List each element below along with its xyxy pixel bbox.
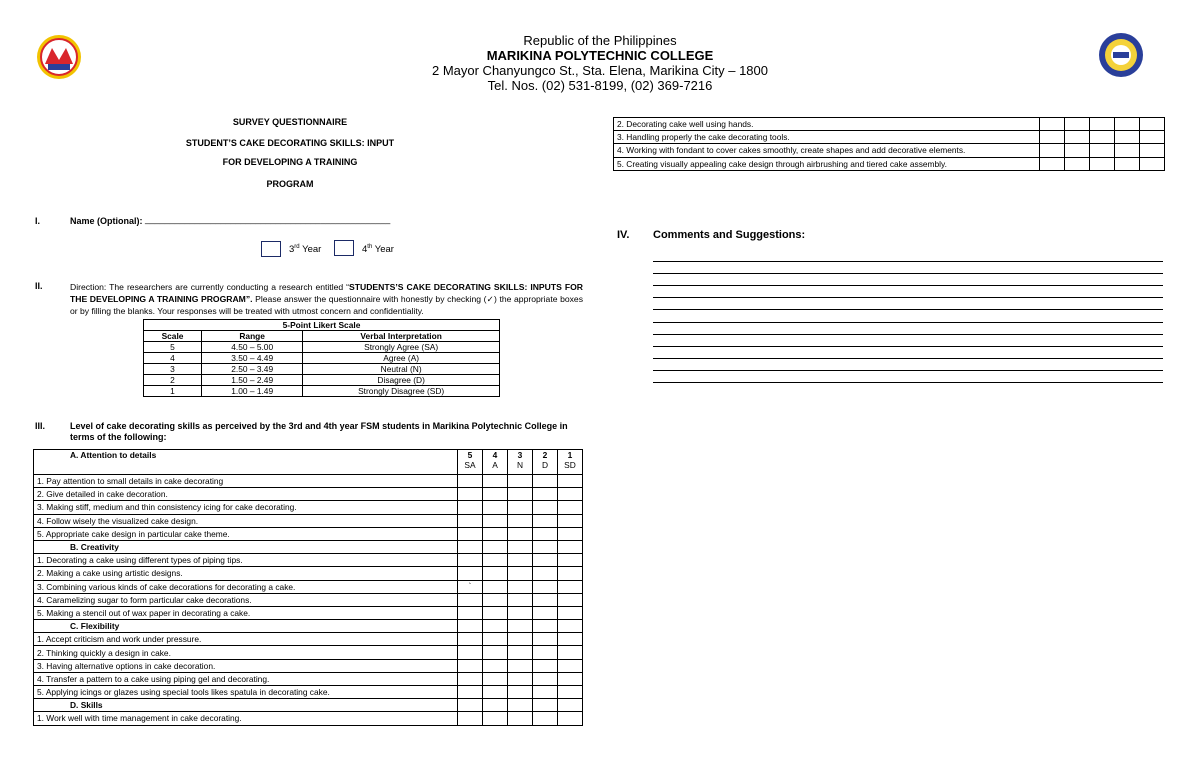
likert-scale-cell: 4 <box>144 353 202 364</box>
category-blank-cell <box>558 699 583 712</box>
rating-checkbox[interactable] <box>1090 157 1115 170</box>
rating-checkbox[interactable] <box>558 475 583 488</box>
comment-line[interactable] <box>653 297 1163 298</box>
rating-checkbox[interactable] <box>508 606 533 619</box>
likert-scale-cell: 5 <box>144 342 202 353</box>
rating-checkbox[interactable] <box>533 686 558 699</box>
skill-row-attention <box>34 514 583 527</box>
rating-checkbox[interactable] <box>1040 131 1065 144</box>
rating-checkbox[interactable] <box>533 580 558 593</box>
likert-interpretation-cell: Agree (A) <box>303 353 500 364</box>
stray-mark: ` <box>468 581 472 591</box>
rating-checkbox[interactable] <box>483 659 508 672</box>
comment-line[interactable] <box>653 370 1163 371</box>
category-row <box>34 699 583 712</box>
rating-checkbox[interactable] <box>558 686 583 699</box>
rating-checkbox[interactable] <box>483 712 508 725</box>
rating-checkbox[interactable] <box>558 672 583 685</box>
rating-checkbox[interactable] <box>558 554 583 567</box>
item-text: 5. Creating visually appealing cake design through airbrushing and tiered cake assembly. <box>614 157 1040 170</box>
rating-checkbox[interactable] <box>1115 157 1140 170</box>
item-text: 2. Thinking quickly a design in cake. <box>34 646 458 659</box>
rating-checkbox[interactable] <box>533 527 558 540</box>
rating-checkbox[interactable] <box>458 554 483 567</box>
rating-checkbox[interactable] <box>1090 118 1115 131</box>
rating-checkbox[interactable] <box>483 475 508 488</box>
comment-line[interactable] <box>653 346 1163 347</box>
rating-checkbox[interactable] <box>458 593 483 606</box>
rating-checkbox[interactable] <box>558 659 583 672</box>
comment-line[interactable] <box>653 334 1163 335</box>
skill-row-creativity <box>34 554 583 567</box>
rating-checkbox[interactable] <box>508 672 533 685</box>
likert-range-cell: 3.50 – 4.49 <box>202 353 303 364</box>
category-d-header: D. Skills <box>34 699 458 712</box>
category-blank-cell <box>558 620 583 633</box>
rating-checkbox[interactable] <box>483 593 508 606</box>
rating-checkbox[interactable] <box>483 514 508 527</box>
comment-line[interactable] <box>653 358 1163 359</box>
rating-checkbox[interactable] <box>458 686 483 699</box>
section-2-number: II. <box>35 281 43 291</box>
skills-rating-table-continued <box>613 117 1165 171</box>
rating-checkbox[interactable] <box>533 514 558 527</box>
section-3-text-line2: terms of the following: <box>70 432 167 442</box>
rating-checkbox[interactable] <box>533 593 558 606</box>
skill-row-creativity <box>34 567 583 580</box>
rating-checkbox[interactable] <box>1040 118 1065 131</box>
rating-checkbox[interactable] <box>1065 144 1090 157</box>
rating-checkbox[interactable] <box>558 567 583 580</box>
score-header-2: 2 D <box>533 450 558 475</box>
likert-row <box>144 342 500 353</box>
rating-checkbox[interactable] <box>533 501 558 514</box>
header-republic: Republic of the Philippines <box>523 33 677 48</box>
category-row <box>34 540 583 553</box>
skill-row-creativity <box>34 580 583 593</box>
rating-checkbox[interactable] <box>1140 118 1165 131</box>
rating-checkbox[interactable] <box>508 686 533 699</box>
rating-checkbox[interactable] <box>508 514 533 527</box>
item-text: 4. Working with fondant to cover cakes smoothly, create shapes and add decorative elements. <box>614 144 1040 157</box>
comment-line[interactable] <box>653 285 1163 286</box>
section-4-number: IV. <box>617 229 630 241</box>
rating-checkbox[interactable] <box>533 646 558 659</box>
item-text: 5. Making a stencil out of wax paper in decorating a cake. <box>34 606 458 619</box>
comment-line[interactable] <box>653 261 1163 262</box>
survey-subtitle-line1: STUDENT’S CAKE DECORATING SKILLS: INPUT <box>185 138 395 148</box>
rating-checkbox[interactable] <box>1140 157 1165 170</box>
category-c-header: C. Flexibility <box>34 620 458 633</box>
rating-checkbox[interactable] <box>483 646 508 659</box>
likert-row <box>144 364 500 375</box>
likert-interpretation-cell: Neutral (N) <box>303 364 500 375</box>
rating-checkbox[interactable] <box>1090 144 1115 157</box>
header-telephone: Tel. Nos. (02) 531-8199, (02) 369-7216 <box>487 78 713 93</box>
rating-checkbox[interactable] <box>458 567 483 580</box>
rating-checkbox[interactable] <box>508 646 533 659</box>
rating-checkbox[interactable] <box>508 712 533 725</box>
rating-checkbox[interactable] <box>483 672 508 685</box>
item-text: 3. Combining various kinds of cake decorations for decorating a cake. <box>34 580 458 593</box>
skill-row-skills-continued <box>614 144 1165 157</box>
rating-checkbox[interactable] <box>1140 144 1165 157</box>
rating-checkbox[interactable] <box>458 633 483 646</box>
rating-checkbox[interactable] <box>458 527 483 540</box>
likert-header-scale: Scale <box>144 331 202 342</box>
category-row <box>34 620 583 633</box>
rating-checkbox[interactable] <box>558 580 583 593</box>
category-blank-cell <box>533 540 558 553</box>
skill-row-attention <box>34 488 583 501</box>
likert-range-cell: 2.50 – 3.49 <box>202 364 303 375</box>
rating-checkbox[interactable] <box>533 659 558 672</box>
item-text: 4. Caramelizing sugar to form particular cake decorations. <box>34 593 458 606</box>
rating-checkbox[interactable] <box>558 501 583 514</box>
rating-checkbox[interactable] <box>533 633 558 646</box>
rating-checkbox[interactable] <box>533 606 558 619</box>
category-blank-cell <box>458 620 483 633</box>
rating-checkbox[interactable] <box>508 501 533 514</box>
comments-title: Comments and Suggestions: <box>653 229 806 241</box>
rating-checkbox[interactable] <box>558 527 583 540</box>
section-1-number: I. <box>35 216 41 226</box>
rating-checkbox[interactable] <box>458 514 483 527</box>
rating-checkbox[interactable] <box>558 646 583 659</box>
skill-row-flexibility <box>34 646 583 659</box>
rating-checkbox[interactable] <box>458 501 483 514</box>
rating-checkbox[interactable] <box>558 514 583 527</box>
category-blank-cell <box>508 540 533 553</box>
skill-row-attention <box>34 527 583 540</box>
fourth-year-checkbox[interactable] <box>334 240 354 256</box>
likert-range-cell: 1.50 – 2.49 <box>202 375 303 386</box>
direction-paragraph: Direction: The researchers are currently conducting a research entitled “STUDENTS’S CAKE DECORATING SKILLS: INPUTS FOR THE DEVELOPING A TRAINING PROGRAM”. Please answer the questionnaire with honestly by checking (✓) the appropriate boxes or by filling the blanks. Your responses will be treated with utmost concern and confidentiality. <box>70 282 583 316</box>
rating-checkbox[interactable] <box>1115 144 1140 157</box>
skill-row-flexibility <box>34 659 583 672</box>
rating-checkbox[interactable] <box>508 633 533 646</box>
likert-row <box>144 386 500 397</box>
category-a-header: A. Attention to details <box>34 450 458 475</box>
skill-row-skills-continued <box>614 131 1165 144</box>
header-college-name: MARIKINA POLYTECHNIC COLLEGE <box>486 48 714 63</box>
item-text: 5. Appropriate cake design in particular cake theme. <box>34 527 458 540</box>
section-3-number: III. <box>35 421 46 431</box>
rating-checkbox[interactable] <box>533 567 558 580</box>
likert-scale-table <box>143 319 500 397</box>
rating-checkbox[interactable] <box>458 659 483 672</box>
rating-checkbox[interactable] <box>1115 118 1140 131</box>
name-label: Name (Optional): <box>70 216 143 226</box>
third-year-label: 3rd Year <box>289 244 322 256</box>
rating-checkbox[interactable] <box>533 554 558 567</box>
rating-checkbox[interactable] <box>558 593 583 606</box>
name-input-line[interactable]: _________________________________________________ <box>145 214 391 224</box>
likert-title: 5-Point Likert Scale <box>144 320 500 331</box>
category-blank-cell <box>458 699 483 712</box>
rating-checkbox[interactable] <box>458 646 483 659</box>
skill-row-skills-continued <box>614 118 1165 131</box>
rating-checkbox[interactable] <box>458 475 483 488</box>
rating-checkbox[interactable] <box>483 527 508 540</box>
item-text: 2. Give detailed in cake decoration. <box>34 488 458 501</box>
item-text: 2. Decorating cake well using hands. <box>614 118 1040 131</box>
likert-interpretation-cell: Disagree (D) <box>303 375 500 386</box>
skill-row-flexibility <box>34 686 583 699</box>
likert-scale-cell: 3 <box>144 364 202 375</box>
rating-checkbox[interactable] <box>1115 131 1140 144</box>
category-b-header: B. Creativity <box>34 540 458 553</box>
section-3-text-line1: Level of cake decorating skills as perceived by the 3rd and 4th year FSM students in Marikina Polytechnic College in <box>70 421 568 431</box>
comment-line[interactable] <box>653 322 1163 323</box>
rating-checkbox[interactable] <box>1140 131 1165 144</box>
likert-row <box>144 353 500 364</box>
skill-row-creativity <box>34 606 583 619</box>
fourth-year-label: 4th Year <box>362 244 394 256</box>
category-blank-cell <box>508 699 533 712</box>
item-text: 1. Decorating a cake using different types of piping tips. <box>34 554 458 567</box>
skill-row-skills-continued <box>614 157 1165 170</box>
score-header-3: 3 N <box>508 450 533 475</box>
rating-checkbox[interactable] <box>508 488 533 501</box>
rating-checkbox[interactable] <box>533 672 558 685</box>
skills-rating-table <box>33 449 583 726</box>
rating-checkbox[interactable] <box>558 488 583 501</box>
score-header-1: 1 SD <box>558 450 583 475</box>
rating-checkbox[interactable] <box>458 606 483 619</box>
skill-row-flexibility <box>34 672 583 685</box>
rating-checkbox[interactable] <box>533 488 558 501</box>
likert-scale-cell: 1 <box>144 386 202 397</box>
likert-range-cell: 4.50 – 5.00 <box>202 342 303 353</box>
rating-checkbox[interactable] <box>508 554 533 567</box>
category-blank-cell <box>483 620 508 633</box>
rating-checkbox[interactable] <box>558 633 583 646</box>
category-blank-cell <box>533 699 558 712</box>
survey-subtitle-line2: FOR DEVELOPING A TRAINING <box>222 157 358 167</box>
score-header-5: 5 SA <box>458 450 483 475</box>
rating-checkbox[interactable] <box>558 606 583 619</box>
comment-line[interactable] <box>653 273 1163 274</box>
comment-line[interactable] <box>653 309 1163 310</box>
rating-checkbox[interactable] <box>483 686 508 699</box>
rating-checkbox[interactable] <box>1065 131 1090 144</box>
rating-checkbox[interactable] <box>508 593 533 606</box>
item-text: 1. Pay attention to small details in cake decorating <box>34 475 458 488</box>
category-blank-cell <box>483 540 508 553</box>
survey-title: SURVEY QUESTIONNAIRE <box>232 117 348 127</box>
rating-checkbox[interactable] <box>483 554 508 567</box>
item-text: 3. Making stiff, medium and thin consistency icing for cake decorating. <box>34 501 458 514</box>
rating-checkbox[interactable] <box>508 527 533 540</box>
item-text: 1. Work well with time management in cake decorating. <box>34 712 458 725</box>
likert-interpretation-cell: Strongly Disagree (SD) <box>303 386 500 397</box>
skill-row-creativity <box>34 593 583 606</box>
category-blank-cell <box>558 540 583 553</box>
rating-checkbox[interactable] <box>508 580 533 593</box>
rating-checkbox[interactable] <box>458 488 483 501</box>
rating-checkbox[interactable] <box>1040 157 1065 170</box>
rating-checkbox[interactable] <box>483 567 508 580</box>
item-text: 1. Accept criticism and work under pressure. <box>34 633 458 646</box>
category-blank-cell <box>508 620 533 633</box>
rating-checkbox[interactable] <box>1090 131 1115 144</box>
likert-header-interpretation: Verbal Interpretation <box>303 331 500 342</box>
likert-interpretation-cell: Strongly Agree (SA) <box>303 342 500 353</box>
category-blank-cell <box>533 620 558 633</box>
item-text: 3. Having alternative options in cake decoration. <box>34 659 458 672</box>
rating-checkbox[interactable] <box>508 475 533 488</box>
rating-checkbox[interactable] <box>1065 157 1090 170</box>
rating-checkbox[interactable] <box>483 488 508 501</box>
category-blank-cell <box>483 699 508 712</box>
rating-checkbox[interactable] <box>533 475 558 488</box>
header-address: 2 Mayor Chanyungco St., Sta. Elena, Marikina City – 1800 <box>431 63 768 78</box>
item-text: 5. Applying icings or glazes using special tools likes spatula in decorating cake. <box>34 686 458 699</box>
category-blank-cell <box>458 540 483 553</box>
likert-range-cell: 1.00 – 1.49 <box>202 386 303 397</box>
rating-checkbox[interactable] <box>483 606 508 619</box>
survey-subtitle-line3: PROGRAM <box>266 179 314 189</box>
rating-checkbox[interactable] <box>458 580 483 593</box>
item-text: 4. Follow wisely the visualized cake design. <box>34 514 458 527</box>
item-text: 3. Handling properly the cake decorating tools. <box>614 131 1040 144</box>
item-text: 4. Transfer a pattern to a cake using piping gel and decorating. <box>34 672 458 685</box>
rating-checkbox[interactable] <box>533 712 558 725</box>
rating-checkbox[interactable] <box>508 567 533 580</box>
rating-checkbox[interactable] <box>558 712 583 725</box>
score-header-4: 4 A <box>483 450 508 475</box>
skill-row-attention <box>34 475 583 488</box>
likert-row <box>144 375 500 386</box>
skill-row-skills <box>34 712 583 725</box>
rating-checkbox[interactable] <box>483 633 508 646</box>
rating-checkbox[interactable] <box>1065 118 1090 131</box>
rating-checkbox[interactable] <box>483 580 508 593</box>
rating-checkbox[interactable] <box>508 659 533 672</box>
skill-row-attention <box>34 501 583 514</box>
third-year-checkbox[interactable] <box>261 241 281 257</box>
rating-checkbox[interactable] <box>458 672 483 685</box>
likert-scale-cell: 2 <box>144 375 202 386</box>
rating-checkbox[interactable] <box>458 712 483 725</box>
comment-line[interactable] <box>653 382 1163 383</box>
skill-row-flexibility <box>34 633 583 646</box>
likert-header-range: Range <box>202 331 303 342</box>
rating-checkbox[interactable] <box>1040 144 1065 157</box>
rating-checkbox[interactable] <box>483 501 508 514</box>
item-text: 2. Making a cake using artistic designs. <box>34 567 458 580</box>
